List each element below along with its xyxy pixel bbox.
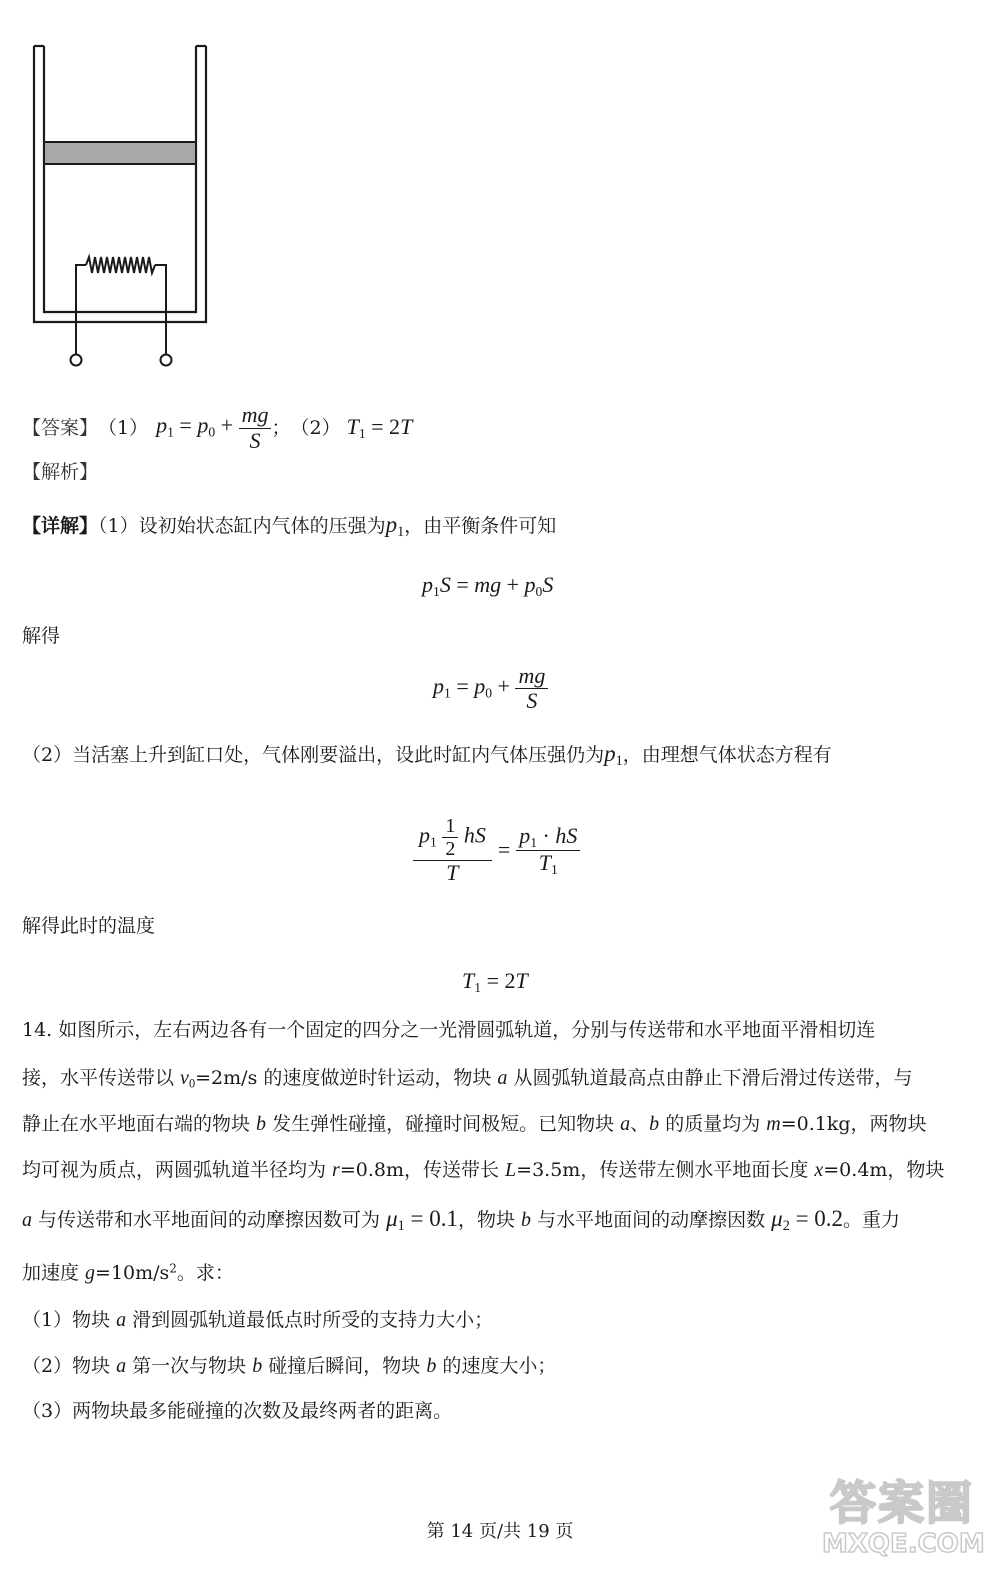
problem14-line-3: 静止在水平地面右端的物块 b 发生弹性碰撞，碰撞时间极短。已知物块 a、b 的质量均为 m=0.1kg，两物块	[22, 1113, 927, 1135]
detail-tag: 【详解】	[22, 515, 99, 537]
answer-part2-label: （2）	[290, 416, 341, 439]
answer-line	[22, 404, 412, 452]
answer-part1-label: （1）	[98, 416, 149, 439]
answer-sep: ；	[271, 416, 291, 439]
answer-tag: 【答案】	[22, 416, 99, 439]
question-3: （3）两物块最多能碰撞的次数及最终两者的距离。	[22, 1400, 453, 1422]
problem14-line-2: 接，水平传送带以 $v_0=2m/s$ 的速度做逆时针运动，物块 a 从圆弧轨道最高点由静止下滑后滑过传送带，与	[22, 1067, 913, 1091]
equation-p1: $p_1 = p_0$ + $\frac{mg}{S}$	[433, 664, 548, 713]
solve-label-2: 解得此时的温度	[22, 915, 156, 937]
question-2: （2）物块 a 第一次与物块 b 碰撞后瞬间，物块 b 的速度大小；	[22, 1355, 557, 1377]
watermark-top: 答案圈	[830, 1476, 974, 1530]
solve-label-1: 解得	[22, 625, 61, 647]
answer-formula-2: $T_1 = 2T$	[346, 413, 413, 441]
detail-line-1: 【详解】（1）设初始状态缸内气体的压强为$p_1$，由平衡条件可知	[22, 512, 557, 540]
terminal-left	[71, 355, 82, 366]
problem14-line-5: a 与传送带和水平地面间的动摩擦因数可为 $\mu_1 = 0.1$，物块 b 与水平地面间的动摩擦因数 $\mu_2 = 0.2$。重力	[22, 1206, 901, 1234]
heating-coil	[76, 257, 166, 358]
piston	[44, 142, 196, 164]
problem14-line-6: 加速度 $g=10m/s^2$。求：	[22, 1261, 234, 1284]
equation-t1: $T_1 = 2T$	[462, 968, 528, 995]
page-footer: 第 14 页/共 19 页	[426, 1521, 574, 1542]
cylinder-diagram	[20, 40, 220, 380]
watermark-bottom: MXQE.COM	[822, 1529, 985, 1559]
question-1: （1）物块 a 滑到圆弧轨道最低点时所受的支持力大小；	[22, 1309, 494, 1331]
equation-balance: $p_1S$ = mg + $p_0S$	[422, 572, 554, 599]
problem14-line-4: 均可视为质点，两圆弧轨道半径均为 r=0.8m，传送带长 L=3.5m，传送带左侧水平地面长度 x=0.4m，物块	[22, 1159, 945, 1181]
equation-ideal-gas: $p_1$ $\frac{1}{2}$ hS T = $\frac{p_1 \cdot hS}{T_1}$	[413, 815, 580, 885]
cylinder-outer-wall	[34, 46, 206, 322]
detail-line-2: （2）当活塞上升到缸口处，气体刚要溢出，设此时缸内气体压强仍为$p_1$，由理想气体状态方程有	[22, 741, 832, 769]
cylinder-inner-wall	[44, 46, 196, 312]
answer-formula-1: $p_1 = p_0$ + $\frac{mg}{S}$	[156, 403, 271, 452]
terminal-right	[161, 355, 172, 366]
analysis-tag: 【解析】	[22, 461, 99, 483]
problem14-line-1: 14. 如图所示，左右两边各有一个固定的四分之一光滑圆弧轨道，分别与传送带和水平地面平滑相切连	[22, 1019, 876, 1041]
watermark-logo	[822, 1476, 985, 1567]
